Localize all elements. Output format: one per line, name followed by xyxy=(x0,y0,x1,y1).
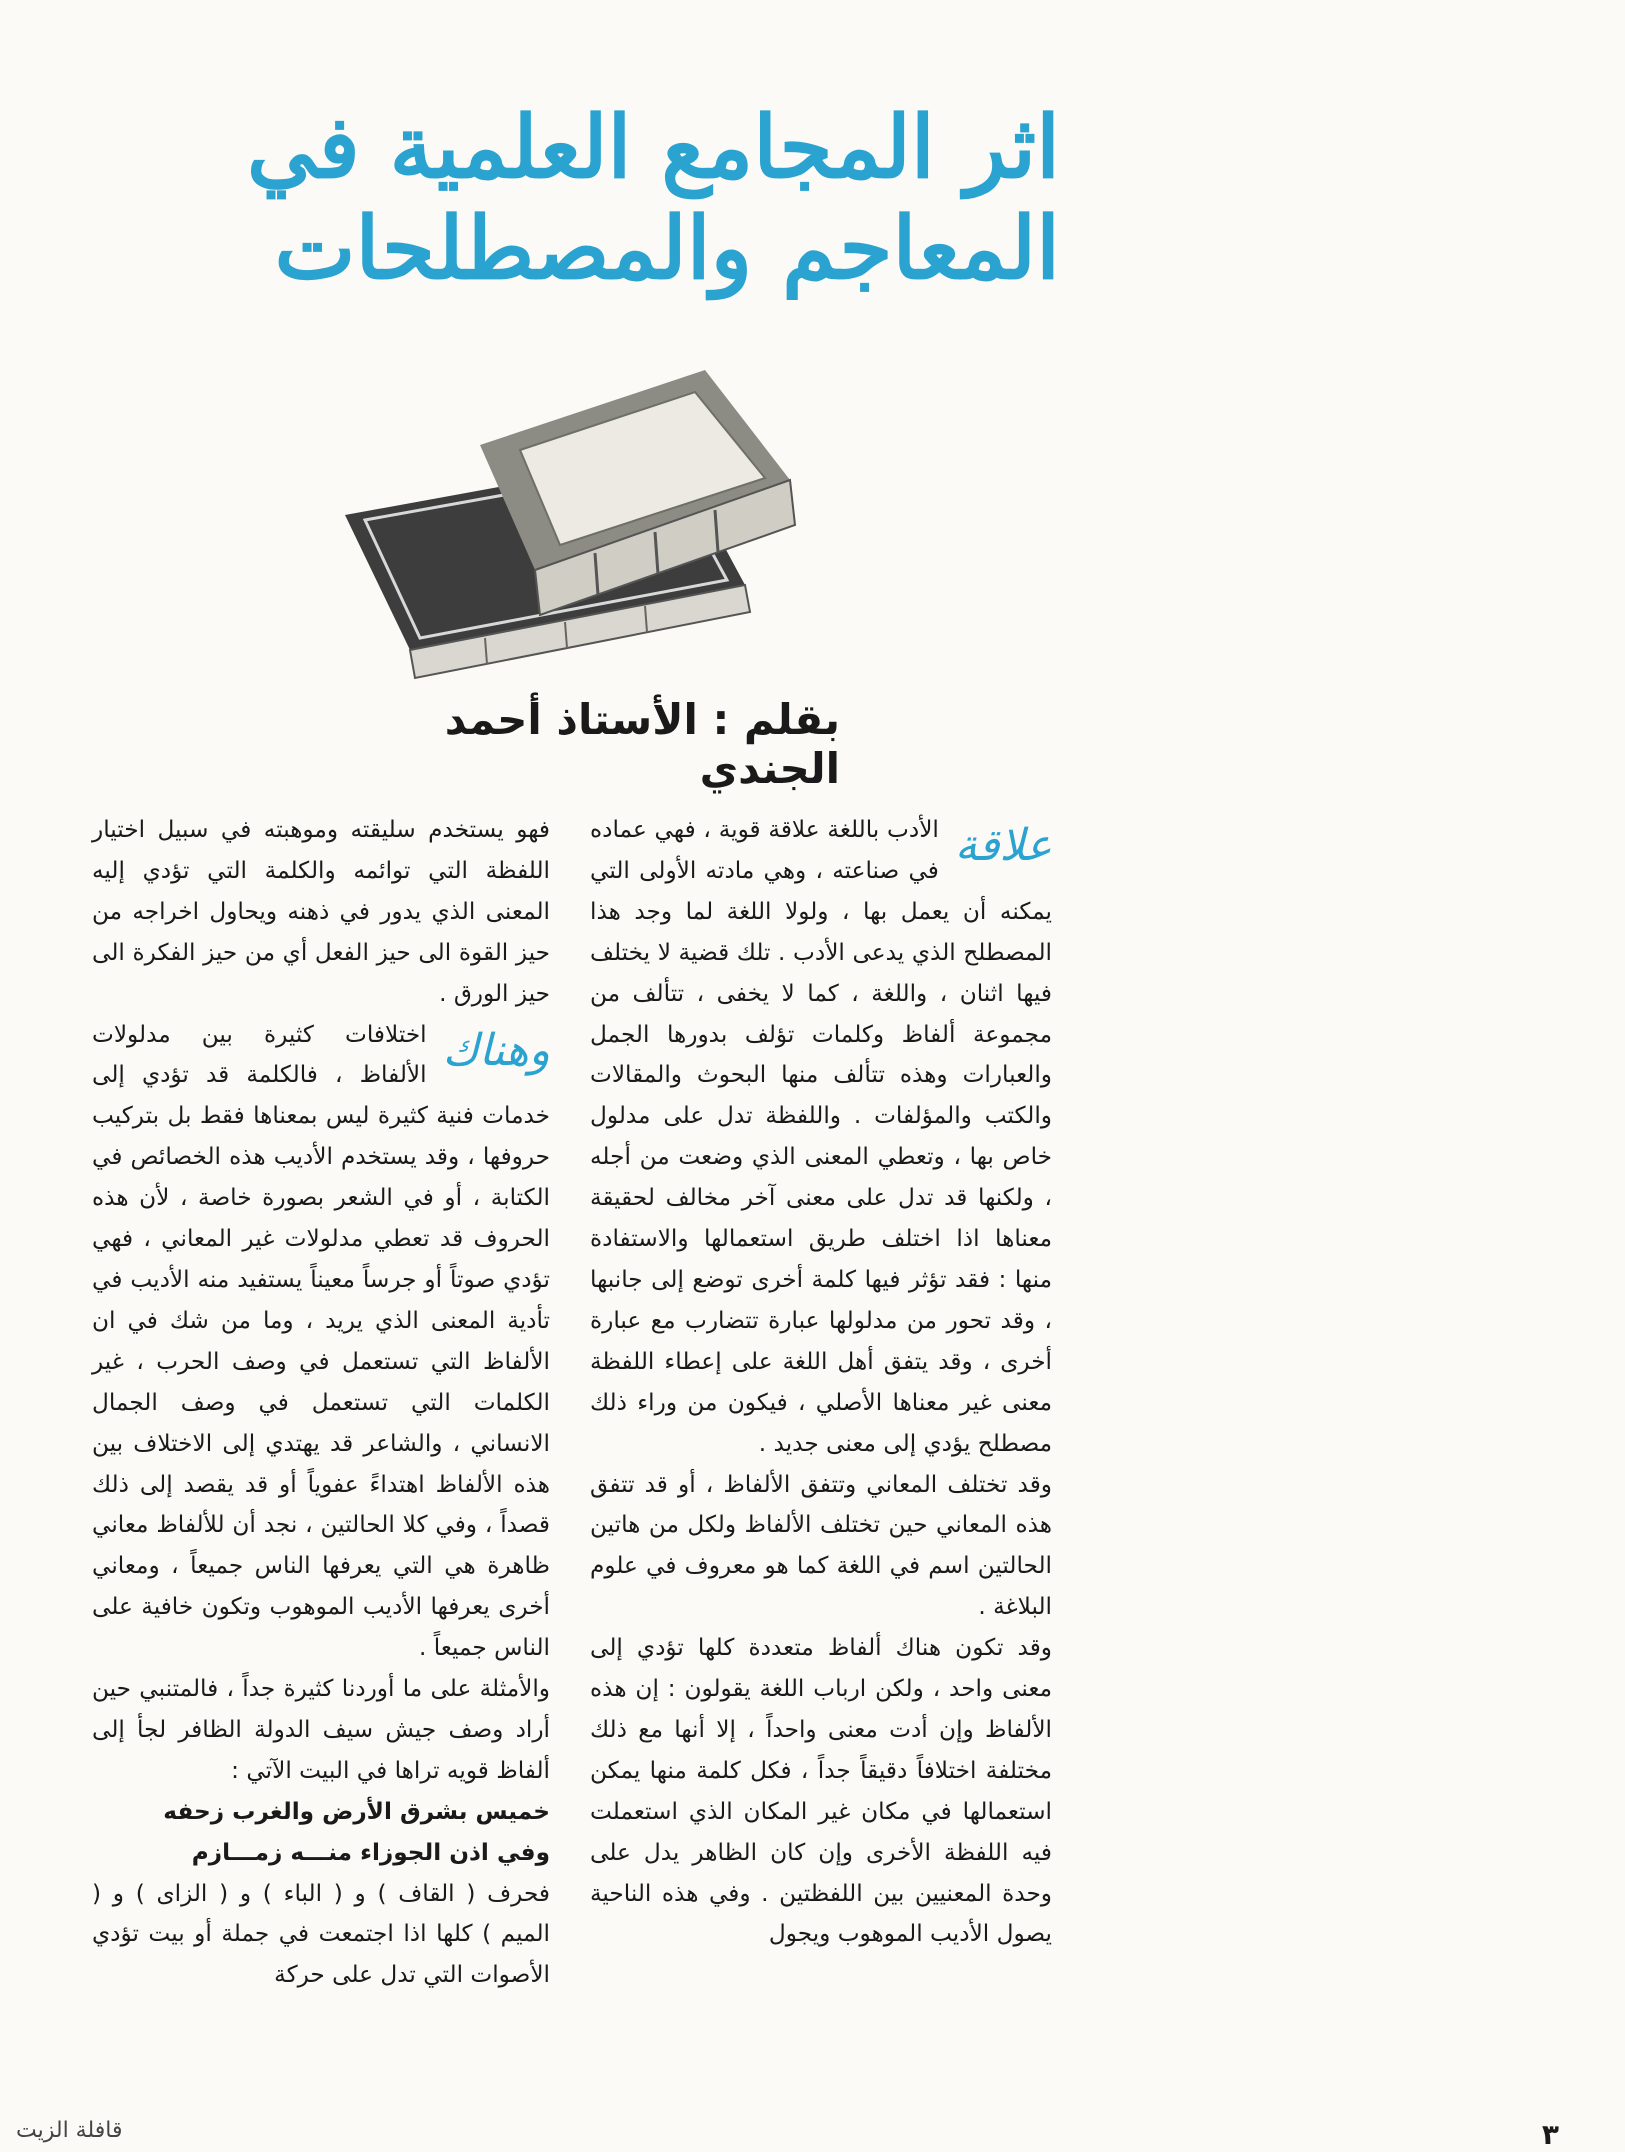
books-illustration xyxy=(335,350,895,680)
article-title: اثر المجامع العلمية في المعاجم والمصطلحات xyxy=(246,97,1060,299)
paragraph: فحرف ( القاف ) و ( الباء ) و ( الزاى ) و ( الميم ) كلها اذا اجتمعت في جملة أو بيت تؤدي الأصوات التي تدل على حركة xyxy=(92,1879,550,1989)
poem-line: وفي اذن الجوزاء منـــه زمـــازم xyxy=(191,1838,550,1866)
paragraph: وقد تكون هناك ألفاظ متعددة كلها تؤدي إلى معنى واحد ، ولكن ارباب اللغة يقولون : إن هذه الألفاظ وإن أدت معنى واحداً ، إلا أنها مع ذلك مختلفة اختلافاً دقيقاً جداً ، فكل كلمة منها يمكن استعمالها في مكان غير المكان الذي استعملت فيه اللفظة الأخرى وإن كان الظاهر يدل على وحدة المعنيين بين اللفظتين . وفي هذه الناحية يصول الأديب الموهوب ويجول xyxy=(590,1634,1052,1948)
magazine-name: قافلة الزيت xyxy=(16,2118,123,2143)
drop-word-alaqa: علاقة xyxy=(954,820,1052,871)
column-right xyxy=(590,810,1052,1955)
paragraph: اختلافات كثيرة بين مدلولات الألفاظ ، فالكلمة قد تؤدي إلى خدمات فنية كثيرة ليس بمعناها فقط بل بتركيب حروفها ، وقد يستخدم الأديب هذه الخصائص في الكتابة ، أو في الشعر بصورة خاصة ، لأن هذه الحروف قد تعطي مدلولات غير المعاني ، فهي تؤدي صوتاً أو جرساً معيناً يستفيد منه الأديب في تأدية المعنى الذي يريد ، وما من شك في ان الألفاظ التي تستعمل في وصف الحرب ، غير الكلمات التي تستعمل في وصف الجمال الانساني ، والشاعر قد يهتدي إلى الاختلاف بين هذه الألفاظ اهتداءً عفوياً أو قد يقصد إلى ذلك قصداً ، وفي كلا الحالتين ، نجد أن للألفاظ معاني ظاهرة هي التي يعرفها الناس جميعاً ، ومعاني أخرى يعرفها الأديب الموهوب وتكون خافية على الناس جميعاً . xyxy=(92,1020,550,1662)
drop-word-wahunak: وهناك xyxy=(442,1024,550,1076)
paragraph: والأمثلة على ما أوردنا كثيرة جداً ، فالمتنبي حين أراد وصف جيش سيف الدولة الظافر لجأ إلى ألفاظ قويه تراها في البيت الآتي : xyxy=(92,1675,550,1784)
poem-line: خميس بشرق الأرض والغرب زحفه xyxy=(163,1797,550,1825)
page-number: ٣ xyxy=(1541,2118,1559,2151)
paragraph: وقد تختلف المعاني وتتفق الألفاظ ، أو قد تتفق هذه المعاني حين تختلف الألفاظ ولكل من هاتين الحالتين اسم في اللغة كما هو معروف في علوم البلاغة . xyxy=(590,1470,1052,1621)
paragraph: الأدب باللغة علاقة قوية ، فهي عماده في صناعته ، وهي مادته الأولى التي يمكنه أن يعمل بها ، ولولا اللغة لما وجد هذا المصطلح الذي يدعى الأدب . تلك قضية لا يختلف فيها اثنان ، واللغة ، كما لا يخفى ، تتألف من مجموعة ألفاظ وكلمات تؤلف بدورها الجمل والعبارات وهذه تتألف منها البحوث والمقالات والكتب والمؤلفات . واللفظة تدل على مدلول خاص بها ، وتعطي المعنى الذي وضعت من أجله ، ولكنها قد تدل على معنى آخر مخالف لحقيقة معناها اذا اختلف طريق استعمالها والاستفادة منها : فقد تؤثر فيها كلمة أخرى توضع إلى جانبها ، وقد تحور من مدلولها عبارة تتضارب مع عبارة أخرى ، وقد يتفق أهل اللغة على إعطاء اللفظة معنى غير معناها الأصلي ، فيكون من وراء ذلك مصطلح يؤدي إلى معنى جديد . xyxy=(590,816,1052,1457)
article-byline: بقلم : الأستاذ أحمد الجندي xyxy=(444,695,840,793)
column-left xyxy=(92,810,550,1996)
paragraph: فهو يستخدم سليقته وموهبته في سبيل اختيار اللفظة التي توائمه والكلمة التي تؤدي إليه المعنى الذي يدور في ذهنه ويحاول اخراجه من حيز القوة الى حيز الفعل أي من حيز الفكرة الى حيز الورق . xyxy=(92,816,550,1007)
